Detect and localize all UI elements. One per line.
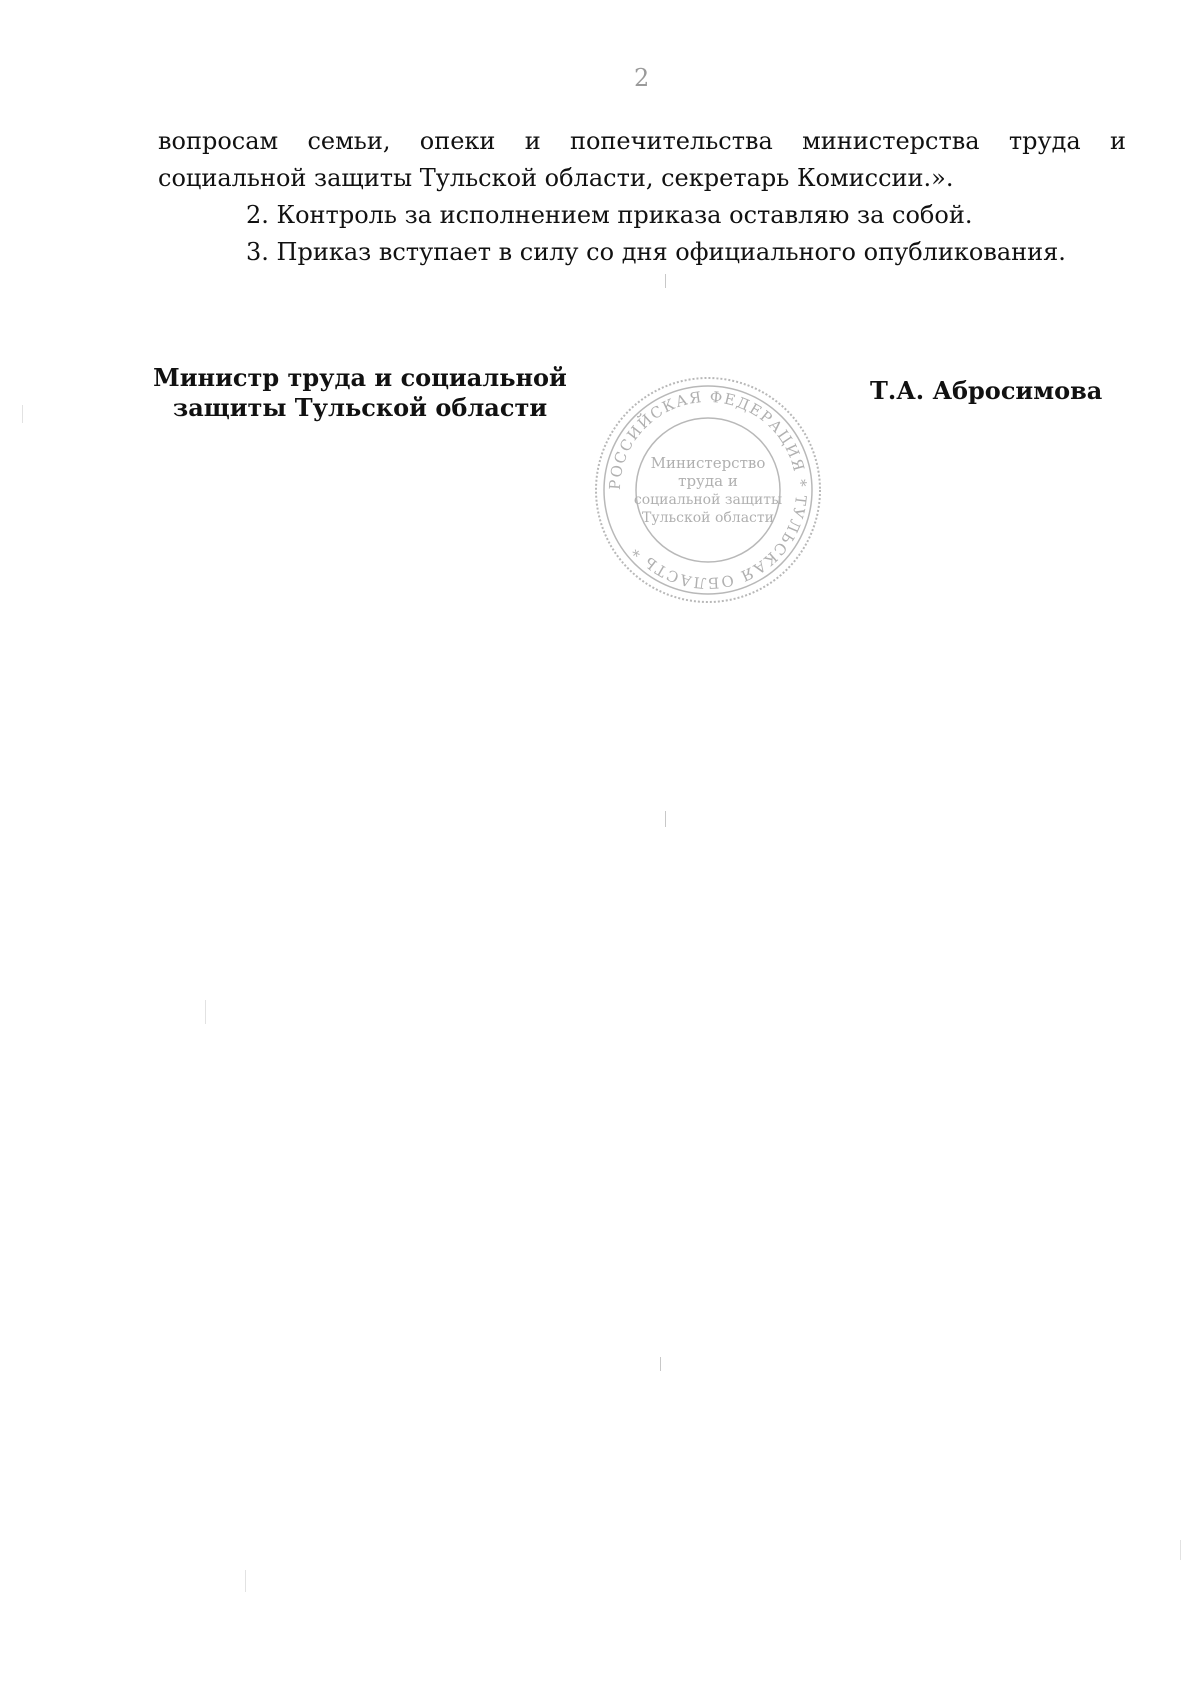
- signatory-position: [150, 363, 570, 423]
- scan-artifact: [1180, 1540, 1181, 1560]
- signatory-name: Т.А. Абросимова: [870, 376, 1103, 405]
- stamp-line-1: Министерство: [650, 454, 766, 472]
- scan-artifact: [660, 1357, 661, 1371]
- signatory-position-line-2: защиты Тульской области: [172, 393, 548, 422]
- page-number: 2: [634, 64, 650, 92]
- stamp-outer-text: РОССИЙСКАЯ ФЕДЕРАЦИЯ * ТУЛЬСКАЯ ОБЛАСТЬ *: [605, 387, 811, 593]
- stamp-line-4: Тульской области: [642, 510, 774, 526]
- scan-artifact: [22, 405, 23, 423]
- signatory-position-line-1: Министр труда и социальной: [153, 363, 567, 392]
- scan-artifact: [665, 811, 666, 827]
- stamp-line-3: социальной защиты: [633, 492, 783, 508]
- document-body: [158, 123, 1126, 271]
- scan-artifact: [205, 1000, 206, 1024]
- scan-artifact: [665, 274, 666, 288]
- scan-artifact: [245, 1570, 246, 1592]
- paragraph-item-3: 3. Приказ вступает в силу со дня официального опубликования.: [246, 238, 1066, 266]
- stamp-line-2: труда и: [678, 472, 738, 490]
- paragraph-item-2: 2. Контроль за исполнением приказа оставляю за собой.: [246, 201, 973, 229]
- paragraph-continuation: вопросам семьи, опеки и попечительства министерства труда и социальной защиты Тульской области, секретарь Комиссии.».: [158, 127, 1126, 192]
- official-stamp: [588, 370, 828, 610]
